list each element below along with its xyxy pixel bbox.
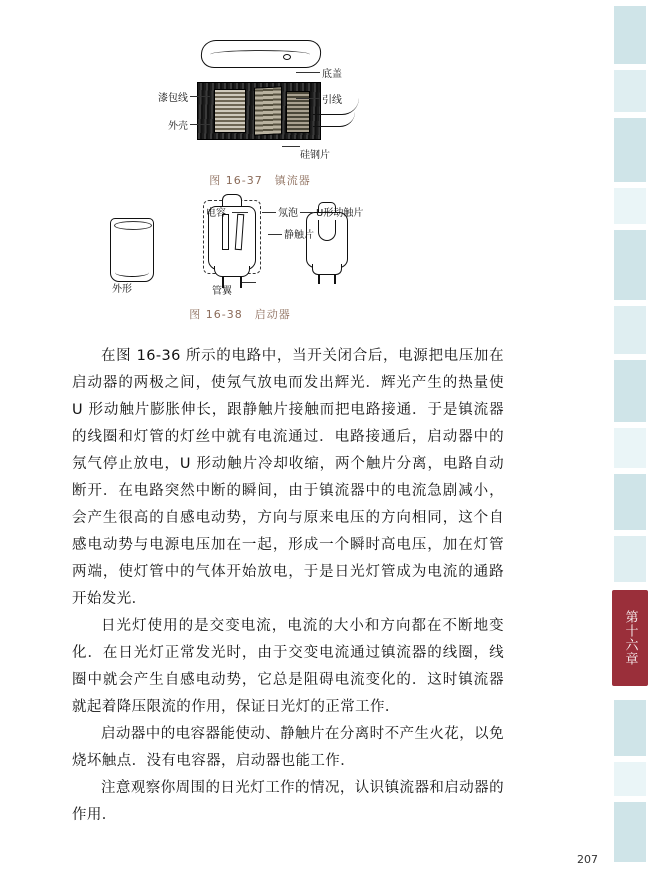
paragraph-1: 在图 16-36 所示的电路中，当开关闭合后，电源把电压加在启动器的两极之间，使氖气放电而发出辉光．辉光产生的热量使 U 形动触片膨胀伸长，跟静触片接触而把电路接通．于是镇流器的线圈和灯管的灯丝中就有电流通过．电路接通后，启动器中的氖气停止放电，U 形动触片冷却收缩，两个触片分离，电路自动断开．在电路突然中断的瞬间，由于镇流器中的电流急剧减小，会产生很高的自感电动势，方向与原来电压的方向相同，这个自感电动势与电源电压加在一起，形成一个瞬时高电压，加在灯管两端，使灯管中的气体开始放电，于是日光灯管成为电流的通路开始发光． bbox=[72, 348, 504, 607]
ballast-winding-mid bbox=[254, 86, 282, 135]
starter-shell-top-rim bbox=[114, 221, 152, 230]
leader-line-tube-wing bbox=[242, 282, 256, 283]
rail-block bbox=[614, 118, 646, 182]
ballast-lid-hole bbox=[283, 54, 291, 60]
starter-bulb-base bbox=[214, 266, 250, 277]
starter-pin-4 bbox=[334, 274, 336, 284]
leader-line-u-contact bbox=[300, 212, 314, 213]
rail-block bbox=[614, 230, 646, 300]
leader-line-neon-bulb bbox=[262, 212, 276, 213]
figure-16-37-title: 镇流器 bbox=[274, 174, 311, 187]
starter-right-bulb-base bbox=[312, 264, 342, 275]
figure-16-38-number: 图 16-38 bbox=[189, 308, 243, 321]
label-outer-shape: 外形 bbox=[112, 284, 132, 295]
figures-area bbox=[0, 0, 600, 325]
decorative-side-rail bbox=[610, 0, 650, 894]
rail-block bbox=[614, 188, 646, 224]
paragraph-3: 启动器中的电容器能使动、静触片在分离时不产生火花，以免烧坏触点．没有电容器，启动器也能工作． bbox=[72, 726, 504, 769]
chapter-tab-label: 第十六章 bbox=[622, 610, 638, 666]
rail-block bbox=[614, 306, 646, 354]
starter-static-contact-strip bbox=[222, 214, 229, 250]
rail-block bbox=[614, 474, 646, 530]
label-u-shaped-contact: U形动触片 bbox=[316, 208, 364, 219]
rail-block bbox=[614, 802, 646, 862]
leader-line-enamelled-wire bbox=[190, 96, 210, 97]
ballast-lead-wire-2 bbox=[313, 112, 355, 127]
rail-block bbox=[614, 700, 646, 756]
starter-outer-shell bbox=[110, 218, 154, 282]
figure-16-37 bbox=[0, 0, 600, 190]
body-text bbox=[72, 343, 504, 829]
page-number: 207 bbox=[577, 853, 598, 866]
label-bottom-cover: 底盖 bbox=[322, 69, 342, 80]
chapter-tab bbox=[612, 590, 648, 686]
label-static-contact: 静触片 bbox=[284, 230, 314, 241]
rail-block bbox=[614, 536, 646, 582]
ballast-winding-left bbox=[214, 89, 246, 133]
leader-line-static-contact bbox=[268, 234, 282, 235]
leader-line-bottom-cover bbox=[296, 72, 320, 73]
leader-line-capacitor bbox=[232, 212, 248, 213]
figure-16-37-number: 图 16-37 bbox=[209, 174, 263, 187]
label-silicon-steel-sheet: 硅钢片 bbox=[300, 150, 330, 161]
ballast-core-body bbox=[197, 82, 321, 140]
label-tube-wing: 管翼 bbox=[212, 286, 232, 297]
label-lead-wire: 引线 bbox=[322, 95, 342, 106]
figure-16-38-title: 启动器 bbox=[254, 308, 291, 321]
label-shell: 外壳 bbox=[168, 121, 188, 132]
label-capacitor: 电容 bbox=[206, 208, 226, 219]
label-neon-bulb: 氖泡 bbox=[278, 208, 298, 219]
figure-16-37-caption bbox=[150, 172, 370, 188]
starter-pin-3 bbox=[318, 274, 320, 284]
label-enamelled-wire: 漆包线 bbox=[158, 93, 188, 104]
rail-block bbox=[614, 428, 646, 468]
rail-block bbox=[614, 360, 646, 422]
leader-line-lead-wire bbox=[296, 98, 320, 99]
leader-line-shell bbox=[190, 124, 210, 125]
figure-16-38 bbox=[0, 190, 600, 325]
rail-block bbox=[614, 762, 646, 796]
starter-u-shaped-contact bbox=[318, 220, 336, 241]
leader-line-silicon-sheet bbox=[282, 146, 300, 147]
paragraph-4: 注意观察你周围的日光灯工作的情况，认识镇流器和启动器的作用． bbox=[72, 780, 504, 823]
rail-block bbox=[614, 70, 646, 112]
paragraph-2: 日光灯使用的是交变电流，电流的大小和方向都在不断地变化．在日光灯正常发光时，由于交变电流通过镇流器的线圈，线圈中就会产生自感电动势，它总是阻碍电流变化的．这时镇流器就起着降压限流的作用，保证日光灯的正常工作． bbox=[72, 618, 504, 715]
rail-block bbox=[614, 6, 646, 64]
figure-16-38-caption bbox=[120, 306, 360, 322]
ballast-lid-shape bbox=[200, 40, 322, 68]
